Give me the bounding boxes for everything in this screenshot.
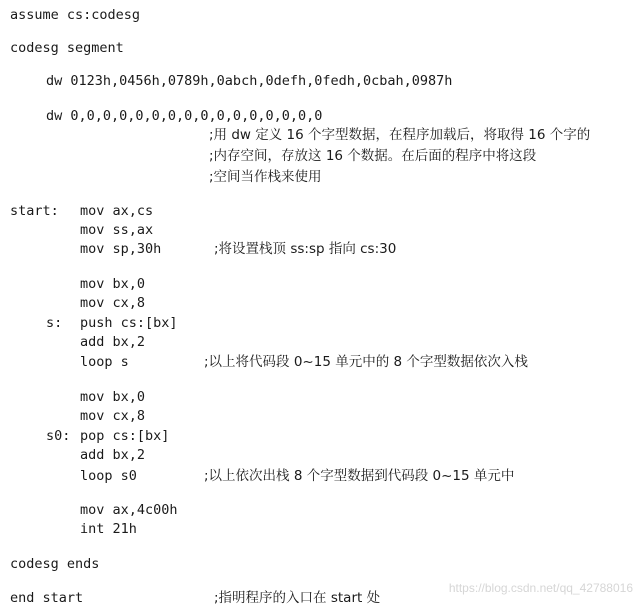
code-line-mov-bx-0-first: mov bx,0 [80, 276, 146, 292]
code-label-s: s: [46, 315, 63, 331]
code-line-mov-ax-4c00h: mov ax,4c00h [80, 502, 178, 518]
code-line-loop-s: loop s [80, 354, 129, 370]
watermark-text: https://blog.csdn.net/qq_42788016 [448, 581, 633, 595]
comment-dw-line-3: ;空间当作栈来使用 [209, 169, 322, 185]
comment-dw-line-1: ;用 dw 定义 16 个字型数据，在程序加载后，将取得 16 个字的 [209, 127, 591, 143]
code-line-int-21h: int 21h [80, 521, 137, 537]
code-line-dw-data: dw 0123h,0456h,0789h,0abch,0defh,0fedh,0cbah,0987h [46, 73, 453, 89]
code-line-end-start: end start [10, 590, 84, 606]
code-line-loop-s0: loop s0 [80, 468, 137, 484]
code-label-start: start: [10, 203, 59, 219]
code-line-ends: codesg ends [10, 556, 100, 572]
code-line-mov-sp-30h: mov sp,30h [80, 241, 162, 257]
code-line-mov-cx-8-first: mov cx,8 [80, 295, 146, 311]
code-line-add-bx-2-second: add bx,2 [80, 447, 146, 463]
code-line-dw-stack: dw 0,0,0,0,0,0,0,0,0,0,0,0,0,0,0,0 [46, 108, 323, 124]
comment-push-loop: ;以上将代码段 0~15 单元中的 8 个字型数据依次入栈 [204, 354, 528, 370]
comment-dw-line-2: ;内存空间，存放这 16 个数据。在后面的程序中将这段 [209, 148, 537, 164]
comment-pop-loop: ;以上依次出栈 8 个字型数据到代码段 0~15 单元中 [204, 468, 515, 484]
comment-end: ;指明程序的入口在 start 处 [214, 590, 381, 606]
code-line-push: push cs:[bx] [80, 315, 178, 331]
code-line-pop: pop cs:[bx] [80, 428, 170, 444]
code-line-mov-cx-8-second: mov cx,8 [80, 408, 146, 424]
code-line-mov-ax-cs: mov ax,cs [80, 203, 154, 219]
code-line-segment: codesg segment [10, 40, 124, 56]
code-line-assume: assume cs:codesg [10, 7, 141, 23]
code-line-add-bx-2-first: add bx,2 [80, 334, 146, 350]
code-line-mov-bx-0-second: mov bx,0 [80, 389, 146, 405]
code-line-mov-ss-ax: mov ss,ax [80, 222, 154, 238]
comment-sp: ;将设置栈顶 ss:sp 指向 cs:30 [214, 241, 397, 257]
code-label-s0: s0: [46, 428, 71, 444]
